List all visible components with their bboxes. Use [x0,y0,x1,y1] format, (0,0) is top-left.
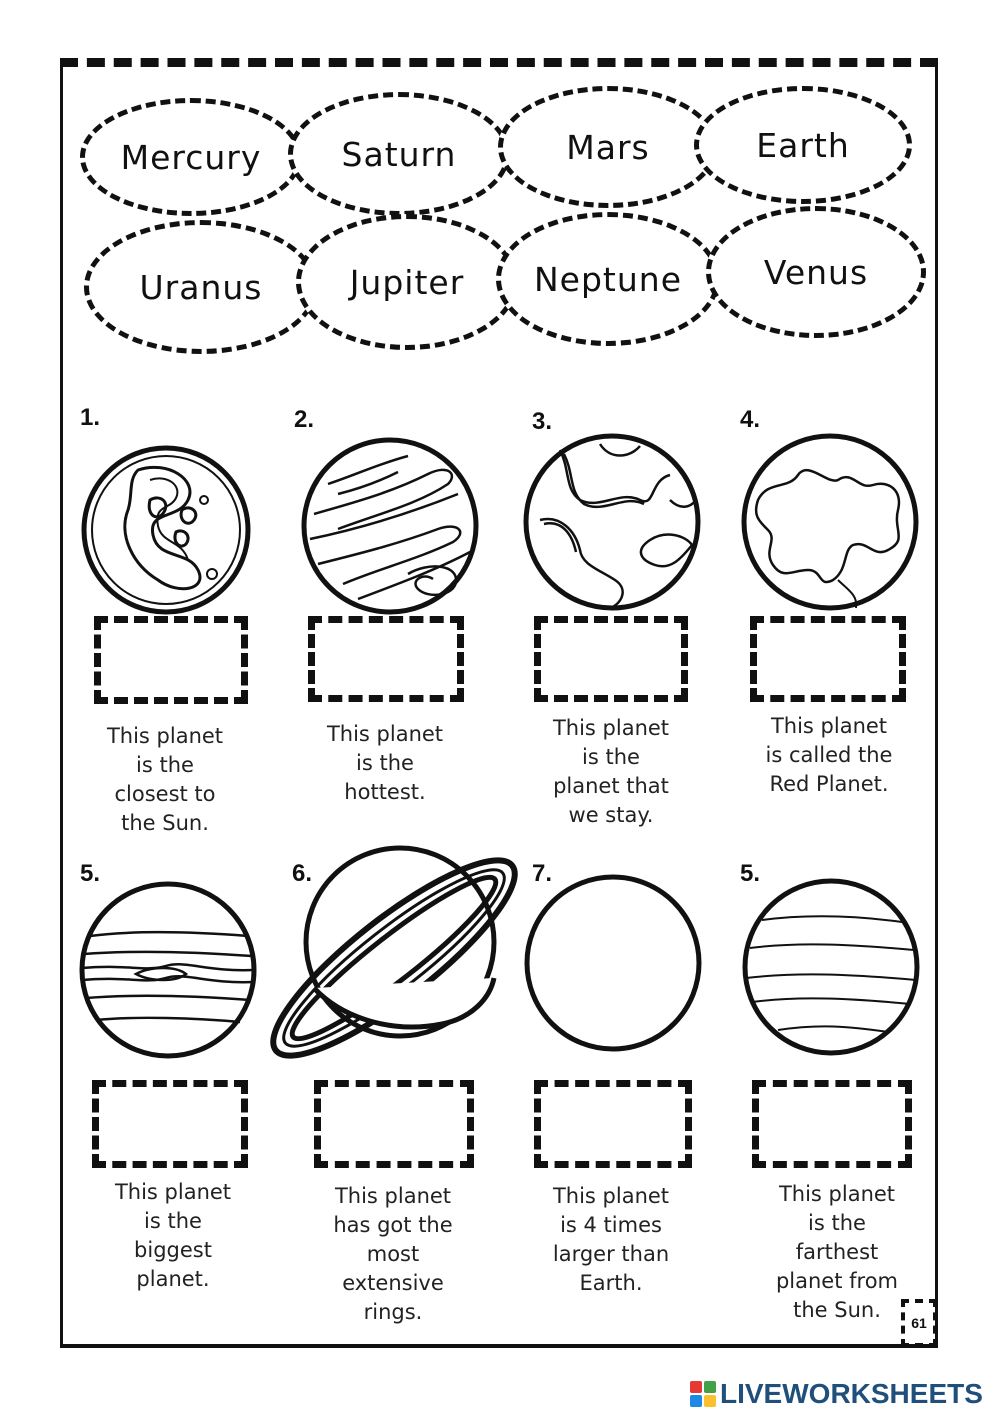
item-number-7: 7. [532,860,553,887]
clue-8: This planet is the farthest planet from the Sun. [775,1182,899,1322]
item-number-6: 6. [292,860,313,887]
word-bank-jupiter[interactable]: Jupiter [296,214,518,350]
brand-name: LIVEWORKSHEETS [720,1378,983,1409]
word-bank-mercury[interactable]: Mercury [80,98,302,216]
neptune-planet-illustration [738,874,924,1060]
answer-box-2[interactable] [308,616,464,702]
answer-box-5[interactable] [92,1080,248,1168]
jupiter-planet-illustration [76,880,262,1060]
page-number: 61 [901,1299,937,1347]
answer-box-4[interactable] [750,616,906,702]
liveworksheets-logo[interactable] [690,1378,983,1410]
item-number-4: 4. [740,406,761,433]
answer-box-1[interactable] [94,616,248,704]
mercury-planet-illustration [78,440,258,620]
clue-1: This planet is the closest to the Sun. [106,724,224,835]
word-bank-neptune[interactable]: Neptune [496,212,720,346]
word-bank-saturn[interactable]: Saturn [288,92,510,216]
clue-3: This planet is the planet that we stay. [552,716,670,827]
word-bank-mars[interactable]: Mars [498,86,718,208]
clue-7: This planet is 4 times larger than Earth. [552,1184,670,1295]
item-number-8: 5. [740,860,761,887]
item-number-1: 1. [80,404,101,431]
earth-planet-illustration [520,430,706,616]
answer-box-6[interactable] [314,1080,474,1168]
word-bank-venus[interactable]: Venus [706,206,926,338]
answer-box-3[interactable] [534,616,688,702]
uranus-planet-illustration [520,870,706,1056]
venus-planet-illustration [298,434,484,620]
item-number-2: 2. [294,406,315,433]
clue-6: This planet has got the most extensive rings. [333,1184,453,1324]
clue-2: This planet is the hottest. [326,722,444,804]
clue-4: This planet is called the Red Planet. [765,714,893,796]
brand-mark-square [690,1395,702,1407]
item-number-3: 3. [532,408,553,435]
brand-mark-square [704,1395,716,1407]
word-bank-uranus[interactable]: Uranus [84,220,318,354]
answer-box-7[interactable] [534,1080,692,1168]
answer-box-8[interactable] [752,1080,912,1168]
brand-mark-square [690,1381,702,1393]
clue-5: This planet is the biggest planet. [114,1180,232,1291]
saturn-planet-illustration [262,838,528,1088]
brand-mark-square [704,1381,716,1393]
brand-mark-icon [690,1381,716,1407]
word-bank-earth[interactable]: Earth [694,86,912,204]
mars-planet-illustration [738,430,924,616]
item-number-5: 5. [80,860,101,887]
